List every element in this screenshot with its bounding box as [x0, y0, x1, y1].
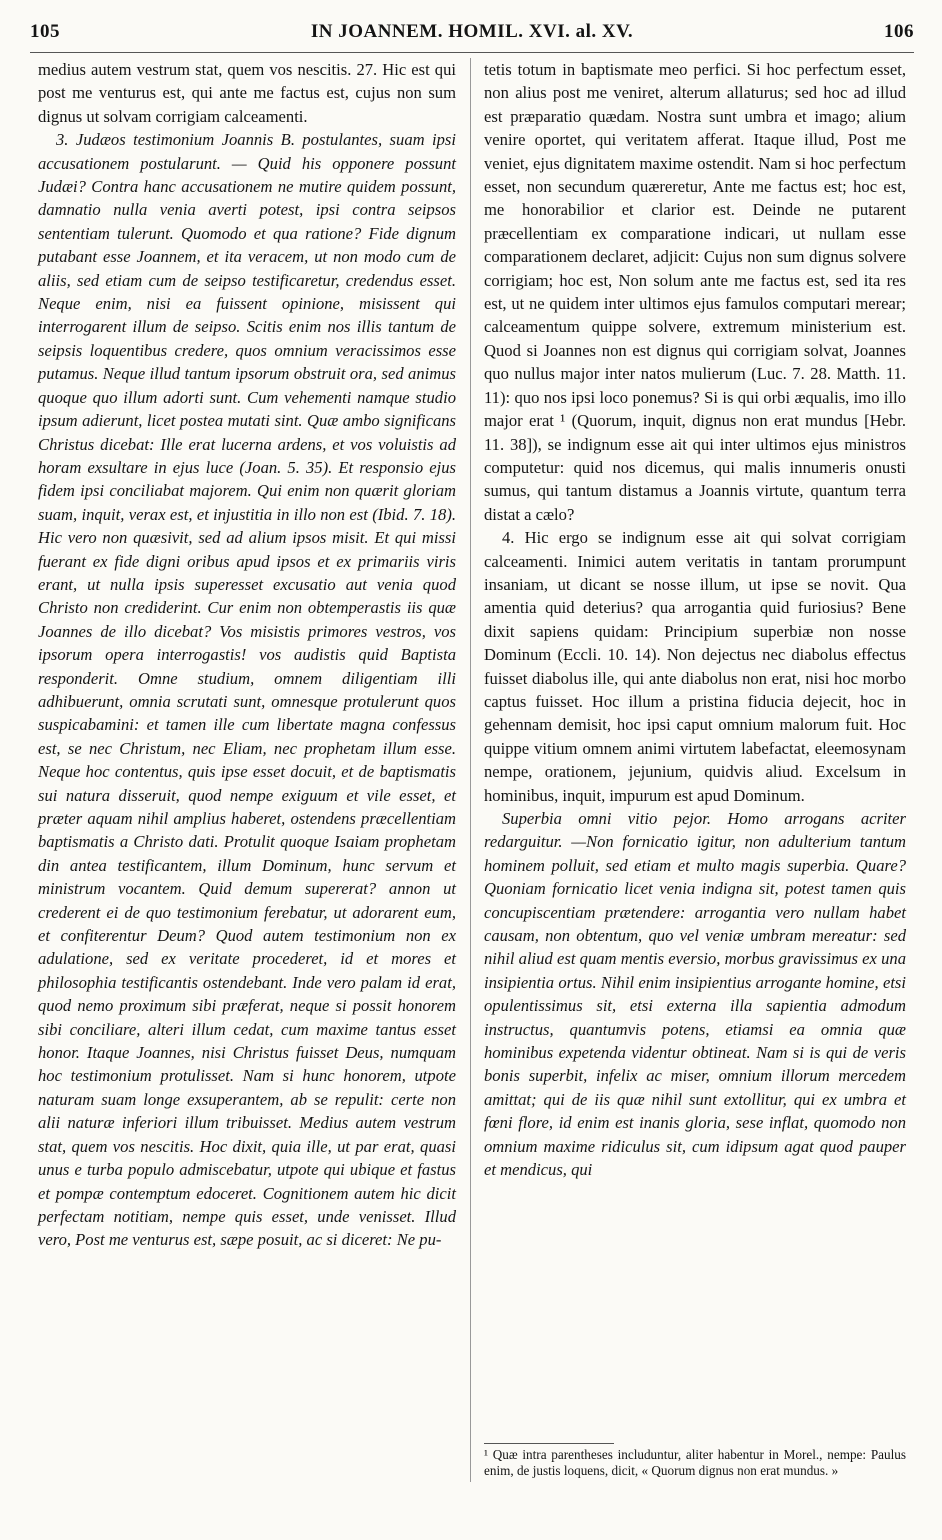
- header-rule: [30, 52, 914, 53]
- right-column: [484, 58, 906, 1182]
- left-column: [38, 58, 456, 1252]
- column-divider: [470, 58, 471, 1482]
- paragraph: Superbia omni vitio pejor. Homo arrogans acriter redarguitur. —Non fornicatio igitur, non adulterium tantum hominem polluit, sed etiam et multo magis superbia. Quare? Quoniam fornicatio licet venia indigna sit, potest tamen quis concupiscentiam prætendere: arrogantia vero nullam habet causam, non obtentum, quo vel veniæ umbram mereatur: sed nihil aliud est quam mentis eversio, morbus gravissimus ex una insipientia ortus. Nihil enim insipientius arrogante homine, etsi opulentissimus sit, etsi externa illa sapientia admodum instructus, quantumvis potens, etiamsi ea omnia quæ hominibus expetenda videntur obtineat. Nam si is qui de veris bonis superbit, infelix ac miser, omnium illorum mercedem amittat; qui de iis quæ nihil sunt extollitur, qui ex umbra et fœni flore, id enim est inanis gloria, sese inflat, quomodo non omnium maxime ridiculus sit, cum idipsum agat quod pauper et mendicus, qui: [484, 809, 906, 1180]
- right-page-number: 106: [884, 21, 914, 42]
- running-title: IN JOANNEM. HOMIL. XVI. al. XV.: [310, 21, 634, 42]
- paragraph: medius autem vestrum stat, quem vos nescitis. 27. Hic est qui post me venturus est, qui ante me factus est, cujus non sum dignus ut solvam corrigiam calceamenti.: [38, 60, 456, 126]
- paragraph: 4. Hic ergo se indignum esse ait qui solvat corrigiam calceamenti. Inimici autem veritatis in tantam prorumpunt insaniam, ut dicant se nosse illum, ut ipse se novit. Qua amentia quid deterius? qua arrogantia quid furiosius? Bene dixit sapiens quidam: Principium superbiæ non nosse Dominum (Eccli. 10. 14). Non dejectus nec diabolus effectus fuisset diabolus ille, qui ante diabolus non erat, nisi hoc morbo captus fuisset. Hoc illum a pristina fiducia dejecit, hoc in gehennam demisit, hoc ipsi caput omnium malorum fuit. Hoc quippe vitium omnem animi virtutem labefactat, eleemosynam nempe, orationem, jejunium, quidvis aliud. Excelsum in hominibus, inquit, impurum est apud Dominum.: [484, 528, 906, 805]
- left-page-number: 105: [30, 21, 60, 42]
- paragraph: 3. Judæos testimonium Joannis B. postulantes, suam ipsi accusationem postularunt. — Quid his opponere possunt Judæi? Contra hanc accusationem ne mutire quidem possunt, damnatio nulla venia averti potest, ipsi contra seipsos sententiam tulerunt. Quomodo et qua ratione? Fide dignum putabant esse Joannem, et ita veracem, ut non modo cum de aliis, sed etiam cum de seipso testificaretur, credendus esset. Neque enim, nisi ea fuissent opinione, misissent qui interrogarent illum de seipso. Scitis enim nos illis tantum de seipsis loquentibus credere, quos omnium veracissimos esse putamus. Neque illud tantum ipsorum obstruit ora, sed animus quoque quo illum adorti sunt. Cum vehementi namque studio ipsum adierunt, licet postea mutati sint. Quæ ambo significans Christus dicebat: Ille erat lucerna ardens, et vos voluistis ad horam exsultare in ejus luce (Joan. 5. 35). Et responsio ejus fidem ipsi conciliabat majorem. Qui enim non quærit gloriam suam, inquit, verax est, et injustitia in illo non est (Ibid. 7. 18). Hic vero non quæsivit, sed ad alium ipsos misit. Et qui missi fuerant ex fide digni oribus apud ipsos et ex primariis viris erant, ut nulla ipsis superesset excusatio aut venia quod Christo non crediderint. Cur enim non obtemperastis iis quæ Joannes de illo dicebat? Vos misistis primores vestros, vos ipsorum opera interrogastis! vos audistis quid Baptista responderit. Omne studium, omnem diligentiam illi adhibuerunt, omnia scrutati sunt, omnesque protulerunt quos suspicabamini: et tamen ille cum libertate magna confessus est, se nec Christum, nec Eliam, nec prophetam illum esse. Neque hoc contentus, quis ipse esset docuit, et de baptismatis sui natura disseruit, quod nempe exiguum et vile esset, et præter aquam nihil amplius haberet, ostendens præcellentiam baptismatis a Christo dati. Protulit quoque Isaiam prophetam din antea testificantem, illum Dominum, hunc servum et ministrum vocantem. Quid demum supererat? annon ut crederent ei de quo testimonium ferebatur, ut adorarent eum, et confiterentur Deum? Quod autem testimonium non ex adulatione, sed ex veritate procederet, id et mores et philosophia testificantis ostendebant. Inde vero palam id erat, quod nemo proximum sibi præferat, neque si possit honorem sibi conciliare, alteri illum cedat, cum maxime tantus esset honor. Itaque Joannes, nisi Christus fuisset Deus, numquam hoc testimonium protulisset. Nam si hunc honorem, utpote naturam suam longe exsuperantem, ab se repulit: certe non alii naturæ inferiori illum tribuisset. Medius autem vestrum stat, quem vos nescitis. Hoc dixit, quia ille, ut par erat, quasi unus e turba populo admiscebatur, utpote qui ubique et fastus et pompæ contemptum edoceret. Cognitionem autem hic dicit perfectam notitiam, nempe quis esset, unde venisset. Illud vero, Post me venturus est, sæpe posuit, ac si diceret: Ne pu-: [38, 130, 456, 1250]
- footnote: ¹ Quæ intra parentheses includuntur, aliter habentur in Morel., nempe: Paulus enim, de justis loquens, dicit, « Quorum dignus non erat mundus. »: [484, 1447, 906, 1478]
- paragraph: tetis totum in baptismate meo perfici. Si hoc perfectum esset, non alius post me veniret, alterum allaturus; sed hoc ad illud est præparatio quædam. Nostra sunt umbra et imago; alium venire oportet, qui veritatem afferat. Itaque illud, Post me veniet, ejus dignitatem maxime ostendit. Nam si hoc perfectum esset, non secundum quæreretur, Ante me factus est; hoc est, me honorabilior et clarior est. Deinde ne putarent præcellentiam ex comparatione indicari, ut nullam esse comparationem declaret, adjicit: Cujus non sum dignus solvere corrigiam; hoc est, Non solum ante me factus est, sed ita res est, ut ne quidem inter ultimos ejus famulos computari merear; calceamentum quippe solvere, extremum ministerium est. Quod si Joannes non est dignus qui corrigiam solvat, Joannes quo nullus major inter natos mulierum (Luc. 7. 28. Matth. 11. 11): quo nos ipsi loco ponemus? Si is qui orbi æqualis, imo illo major erat ¹ (Quorum, inquit, dignus non erat mundus [Hebr. 11. 38]), se indignum esse ait qui inter ultimos ejus ministros computetur: quid nos dicemus, qui malis innumeris onusti sumus, qui tantum distamus a Joannis virtute, quantum terra distat a cælo?: [484, 60, 906, 524]
- footnote-rule: [484, 1443, 614, 1444]
- running-header: [30, 14, 914, 50]
